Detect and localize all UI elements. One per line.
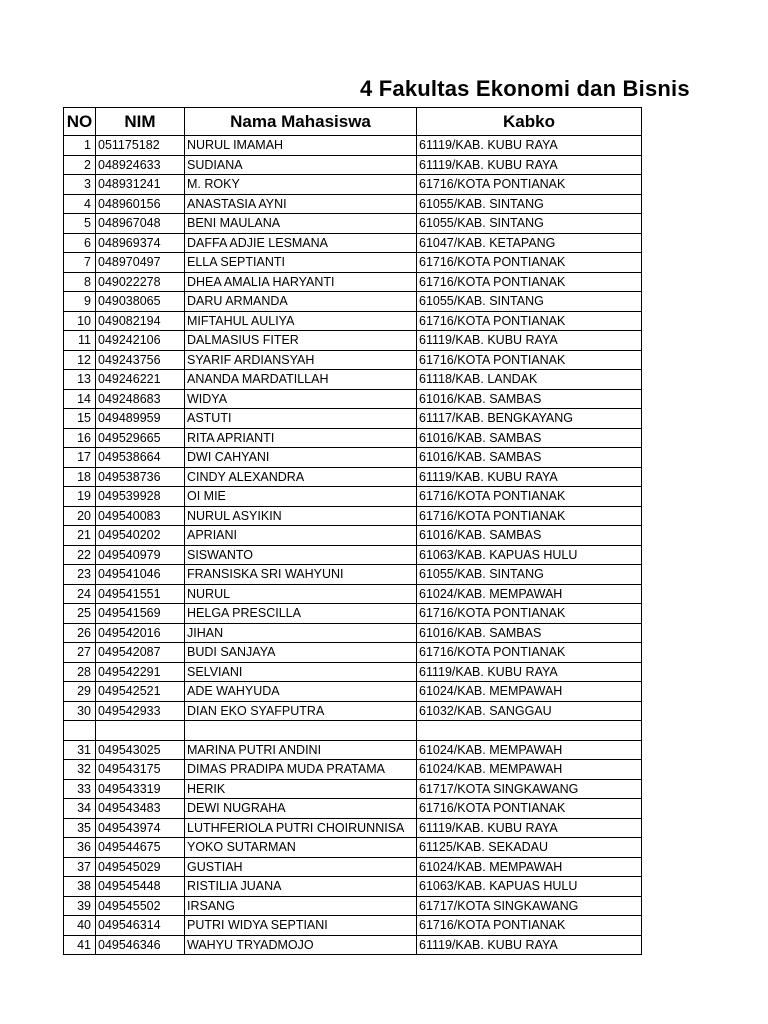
- no-cell: 21: [64, 526, 96, 546]
- table-row: [64, 370, 642, 390]
- table-row: [64, 409, 642, 429]
- nim-cell: 048967048: [96, 214, 185, 234]
- kabko-cell: 61716/KOTA PONTIANAK: [417, 487, 642, 507]
- kabko-cell: 61016/KAB. SAMBAS: [417, 448, 642, 468]
- header-nim: NIM: [96, 108, 185, 136]
- nama-cell: HERIK: [185, 779, 417, 799]
- nama-cell: DAFFA ADJIE LESMANA: [185, 233, 417, 253]
- table-row: [64, 604, 642, 624]
- table-row: [64, 253, 642, 273]
- no-cell: 36: [64, 838, 96, 858]
- no-cell: 34: [64, 799, 96, 819]
- document-title-clip: [0, 75, 690, 103]
- kabko-cell: 61716/KOTA PONTIANAK: [417, 799, 642, 819]
- nama-cell: MIFTAHUL AULIYA: [185, 311, 417, 331]
- no-cell: 6: [64, 233, 96, 253]
- no-cell: 12: [64, 350, 96, 370]
- no-cell: 35: [64, 818, 96, 838]
- header-nama: Nama Mahasiswa: [185, 108, 417, 136]
- no-cell: 29: [64, 682, 96, 702]
- nim-cell: 049543974: [96, 818, 185, 838]
- nim-cell: 049545029: [96, 857, 185, 877]
- kabko-cell: 61117/KAB. BENGKAYANG: [417, 409, 642, 429]
- kabko-cell: 61063/KAB. KAPUAS HULU: [417, 545, 642, 565]
- table-row: [64, 838, 642, 858]
- no-cell: 38: [64, 877, 96, 897]
- table-row: [64, 428, 642, 448]
- kabko-cell: 61119/KAB. KUBU RAYA: [417, 818, 642, 838]
- nim-cell: 049546346: [96, 935, 185, 955]
- nim-cell: 049541569: [96, 604, 185, 624]
- kabko-cell: 61716/KOTA PONTIANAK: [417, 604, 642, 624]
- table-row: [64, 760, 642, 780]
- kabko-cell: 61024/KAB. MEMPAWAH: [417, 857, 642, 877]
- table-row: [64, 779, 642, 799]
- nama-cell: LUTHFERIOLA PUTRI CHOIRUNNISA: [185, 818, 417, 838]
- nim-cell: 049540083: [96, 506, 185, 526]
- table-row: [64, 701, 642, 721]
- kabko-cell: 61717/KOTA SINGKAWANG: [417, 779, 642, 799]
- table-row: [64, 662, 642, 682]
- nim-cell: 048960156: [96, 194, 185, 214]
- kabko-cell: 61716/KOTA PONTIANAK: [417, 175, 642, 195]
- kabko-cell: 61119/KAB. KUBU RAYA: [417, 662, 642, 682]
- nim-cell: 048931241: [96, 175, 185, 195]
- kabko-cell: 61047/KAB. KETAPANG: [417, 233, 642, 253]
- no-cell: 23: [64, 565, 96, 585]
- no-cell: 37: [64, 857, 96, 877]
- nim-cell: 049529665: [96, 428, 185, 448]
- nim-cell: 049543319: [96, 779, 185, 799]
- nim-cell: [96, 721, 185, 741]
- header-kabko: Kabko: [417, 108, 642, 136]
- table-row: [64, 565, 642, 585]
- no-cell: 31: [64, 740, 96, 760]
- no-cell: 27: [64, 643, 96, 663]
- nim-cell: 049544675: [96, 838, 185, 858]
- kabko-cell: 61016/KAB. SAMBAS: [417, 389, 642, 409]
- nim-cell: 048970497: [96, 253, 185, 273]
- table-row: [64, 526, 642, 546]
- no-cell: 2: [64, 155, 96, 175]
- nim-cell: 049539928: [96, 487, 185, 507]
- nama-cell: APRIANI: [185, 526, 417, 546]
- no-cell: 17: [64, 448, 96, 468]
- nim-cell: 049246221: [96, 370, 185, 390]
- table-row: [64, 506, 642, 526]
- nim-cell: 049542087: [96, 643, 185, 663]
- kabko-cell: 61717/KOTA SINGKAWANG: [417, 896, 642, 916]
- kabko-cell: 61716/KOTA PONTIANAK: [417, 311, 642, 331]
- nama-cell: DIAN EKO SYAFPUTRA: [185, 701, 417, 721]
- nim-cell: 049543175: [96, 760, 185, 780]
- kabko-cell: 61125/KAB. SEKADAU: [417, 838, 642, 858]
- nama-cell: FRANSISKA SRI WAHYUNI: [185, 565, 417, 585]
- nama-cell: NURUL ASYIKIN: [185, 506, 417, 526]
- nama-cell: ELLA SEPTIANTI: [185, 253, 417, 273]
- table-row: [64, 272, 642, 292]
- kabko-cell: 61063/KAB. KAPUAS HULU: [417, 877, 642, 897]
- nama-cell: WAHYU TRYADMOJO: [185, 935, 417, 955]
- kabko-cell: 61016/KAB. SAMBAS: [417, 623, 642, 643]
- no-cell: 41: [64, 935, 96, 955]
- nama-cell: NURUL: [185, 584, 417, 604]
- table-row: [64, 545, 642, 565]
- table-row: [64, 136, 642, 156]
- no-cell: 4: [64, 194, 96, 214]
- nim-cell: 048969374: [96, 233, 185, 253]
- nama-cell: ANASTASIA AYNI: [185, 194, 417, 214]
- nim-cell: 049541551: [96, 584, 185, 604]
- nim-cell: 049243756: [96, 350, 185, 370]
- nama-cell: CINDY ALEXANDRA: [185, 467, 417, 487]
- nama-cell: BENI MAULANA: [185, 214, 417, 234]
- kabko-cell: 61119/KAB. KUBU RAYA: [417, 467, 642, 487]
- no-cell: 18: [64, 467, 96, 487]
- nama-cell: JIHAN: [185, 623, 417, 643]
- nama-cell: ASTUTI: [185, 409, 417, 429]
- nama-cell: HELGA PRESCILLA: [185, 604, 417, 624]
- no-cell: 19: [64, 487, 96, 507]
- table-row: [64, 584, 642, 604]
- nama-cell: SISWANTO: [185, 545, 417, 565]
- nama-cell: RISTILIA JUANA: [185, 877, 417, 897]
- kabko-cell: 61716/KOTA PONTIANAK: [417, 350, 642, 370]
- kabko-cell: 61119/KAB. KUBU RAYA: [417, 155, 642, 175]
- table-row: [64, 214, 642, 234]
- nama-cell: DEWI NUGRAHA: [185, 799, 417, 819]
- nama-cell: RITA APRIANTI: [185, 428, 417, 448]
- nama-cell: ADE WAHYUDA: [185, 682, 417, 702]
- nama-cell: PUTRI WIDYA SEPTIANI: [185, 916, 417, 936]
- kabko-cell: 61024/KAB. MEMPAWAH: [417, 740, 642, 760]
- no-cell: 5: [64, 214, 96, 234]
- kabko-cell: 61016/KAB. SAMBAS: [417, 428, 642, 448]
- no-cell: 30: [64, 701, 96, 721]
- table-body: [64, 136, 642, 955]
- kabko-cell: 61055/KAB. SINTANG: [417, 292, 642, 312]
- no-cell: 40: [64, 916, 96, 936]
- nama-cell: SUDIANA: [185, 155, 417, 175]
- kabko-cell: 61016/KAB. SAMBAS: [417, 526, 642, 546]
- nim-cell: 049543483: [96, 799, 185, 819]
- kabko-cell: 61119/KAB. KUBU RAYA: [417, 935, 642, 955]
- kabko-cell: 61024/KAB. MEMPAWAH: [417, 760, 642, 780]
- kabko-cell: 61055/KAB. SINTANG: [417, 214, 642, 234]
- nim-cell: 049489959: [96, 409, 185, 429]
- no-cell: 10: [64, 311, 96, 331]
- table-row: [64, 799, 642, 819]
- table-row: [64, 623, 642, 643]
- nama-cell: SYARIF ARDIANSYAH: [185, 350, 417, 370]
- nim-cell: 049540202: [96, 526, 185, 546]
- nim-cell: 049540979: [96, 545, 185, 565]
- nim-cell: 049541046: [96, 565, 185, 585]
- table-row: [64, 155, 642, 175]
- kabko-cell: 61716/KOTA PONTIANAK: [417, 506, 642, 526]
- nim-cell: 049542521: [96, 682, 185, 702]
- no-cell: 7: [64, 253, 96, 273]
- nama-cell: DWI CAHYANI: [185, 448, 417, 468]
- table-row: [64, 487, 642, 507]
- nama-cell: ANANDA MARDATILLAH: [185, 370, 417, 390]
- no-cell: 28: [64, 662, 96, 682]
- no-cell: 33: [64, 779, 96, 799]
- no-cell: 8: [64, 272, 96, 292]
- no-cell: 11: [64, 331, 96, 351]
- table-row: [64, 857, 642, 877]
- kabko-cell: 61055/KAB. SINTANG: [417, 194, 642, 214]
- no-cell: 22: [64, 545, 96, 565]
- nim-cell: 049542291: [96, 662, 185, 682]
- kabko-cell: 61716/KOTA PONTIANAK: [417, 916, 642, 936]
- nim-cell: 049542933: [96, 701, 185, 721]
- table-row: [64, 877, 642, 897]
- kabko-cell: 61716/KOTA PONTIANAK: [417, 643, 642, 663]
- table-row: [64, 389, 642, 409]
- nama-cell: WIDYA: [185, 389, 417, 409]
- no-cell: 24: [64, 584, 96, 604]
- kabko-cell: 61119/KAB. KUBU RAYA: [417, 136, 642, 156]
- table-row: [64, 311, 642, 331]
- nama-cell: DARU ARMANDA: [185, 292, 417, 312]
- kabko-cell: 61716/KOTA PONTIANAK: [417, 253, 642, 273]
- nim-cell: 049248683: [96, 389, 185, 409]
- table-row: [64, 643, 642, 663]
- no-cell: 3: [64, 175, 96, 195]
- kabko-cell: [417, 721, 642, 741]
- no-cell: 16: [64, 428, 96, 448]
- no-cell: 13: [64, 370, 96, 390]
- nim-cell: 049242106: [96, 331, 185, 351]
- nama-cell: NURUL IMAMAH: [185, 136, 417, 156]
- no-cell: 39: [64, 896, 96, 916]
- no-cell: 15: [64, 409, 96, 429]
- nim-cell: 049545502: [96, 896, 185, 916]
- nama-cell: GUSTIAH: [185, 857, 417, 877]
- table-row: [64, 233, 642, 253]
- no-cell: 1: [64, 136, 96, 156]
- nama-cell: M. ROKY: [185, 175, 417, 195]
- nim-cell: 049022278: [96, 272, 185, 292]
- no-cell: 32: [64, 760, 96, 780]
- no-cell: 25: [64, 604, 96, 624]
- table-row: [64, 818, 642, 838]
- table-row: [64, 916, 642, 936]
- table-row: [64, 350, 642, 370]
- nim-cell: 049082194: [96, 311, 185, 331]
- table-row: [64, 896, 642, 916]
- no-cell: [64, 721, 96, 741]
- table-row: [64, 292, 642, 312]
- table-row: [64, 331, 642, 351]
- nim-cell: 049538736: [96, 467, 185, 487]
- document-title: 4 Fakultas Ekonomi dan Bisnis: [360, 76, 690, 101]
- kabko-cell: 61024/KAB. MEMPAWAH: [417, 682, 642, 702]
- no-cell: 20: [64, 506, 96, 526]
- nim-cell: 049542016: [96, 623, 185, 643]
- nama-cell: YOKO SUTARMAN: [185, 838, 417, 858]
- nama-cell: OI MIE: [185, 487, 417, 507]
- nama-cell: [185, 721, 417, 741]
- nama-cell: DALMASIUS FITER: [185, 331, 417, 351]
- nama-cell: SELVIANI: [185, 662, 417, 682]
- nim-cell: 048924633: [96, 155, 185, 175]
- no-cell: 9: [64, 292, 96, 312]
- nama-cell: MARINA PUTRI ANDINI: [185, 740, 417, 760]
- nim-cell: 049538664: [96, 448, 185, 468]
- kabko-cell: 61024/KAB. MEMPAWAH: [417, 584, 642, 604]
- kabko-cell: 61118/KAB. LANDAK: [417, 370, 642, 390]
- nama-cell: IRSANG: [185, 896, 417, 916]
- kabko-cell: 61032/KAB. SANGGAU: [417, 701, 642, 721]
- kabko-cell: 61119/KAB. KUBU RAYA: [417, 331, 642, 351]
- table-row: [64, 721, 642, 741]
- table-row: [64, 682, 642, 702]
- nim-cell: 049546314: [96, 916, 185, 936]
- nama-cell: BUDI SANJAYA: [185, 643, 417, 663]
- table-row: [64, 175, 642, 195]
- no-cell: 26: [64, 623, 96, 643]
- nim-cell: 051175182: [96, 136, 185, 156]
- table-row: [64, 194, 642, 214]
- table-row: [64, 467, 642, 487]
- table-row: [64, 740, 642, 760]
- nama-cell: DHEA AMALIA HARYANTI: [185, 272, 417, 292]
- table-row: [64, 448, 642, 468]
- kabko-cell: 61055/KAB. SINTANG: [417, 565, 642, 585]
- header-row: [64, 108, 642, 136]
- kabko-cell: 61716/KOTA PONTIANAK: [417, 272, 642, 292]
- nim-cell: 049038065: [96, 292, 185, 312]
- nim-cell: 049545448: [96, 877, 185, 897]
- no-cell: 14: [64, 389, 96, 409]
- nim-cell: 049543025: [96, 740, 185, 760]
- header-no: NO: [64, 108, 96, 136]
- nama-cell: DIMAS PRADIPA MUDA PRATAMA: [185, 760, 417, 780]
- table-row: [64, 935, 642, 955]
- student-table: [63, 107, 642, 955]
